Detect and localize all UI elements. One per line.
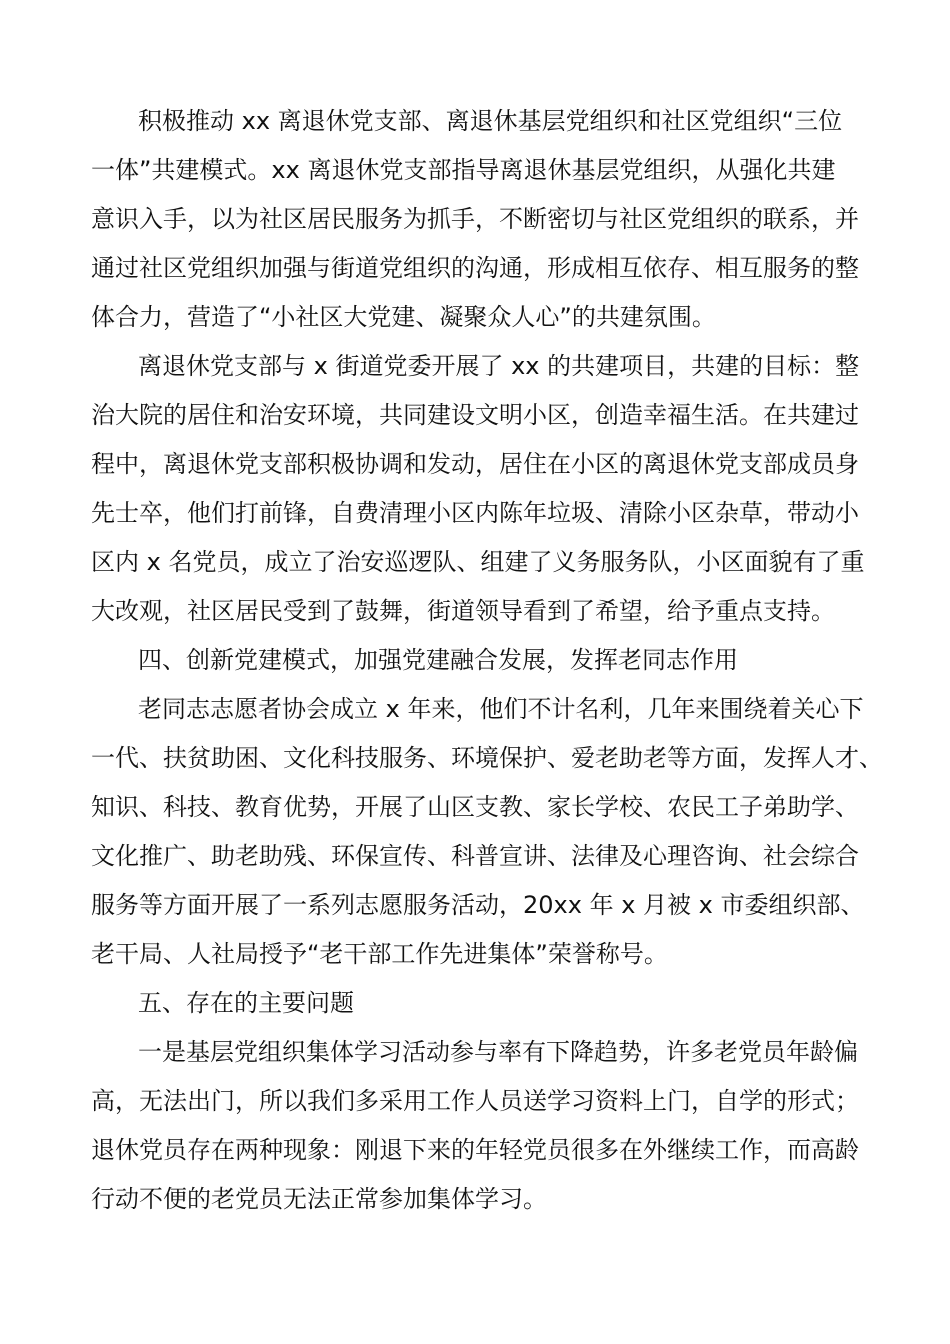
paragraph-line: 治大院的居住和治安环境，共同建设文明小区，创造幸福生活。在共建过 [91,401,859,429]
paragraph-line: 先士卒，他们打前锋，自费清理小区内陈年垃圾、清除小区杂草，带动小 [91,499,859,527]
paragraph-line: 一代、扶贫助困、文化科技服务、环境保护、爱老助老等方面，发挥人才、 [91,744,883,772]
paragraph-line: 离退休党支部与 x 街道党委开展了 xx 的共建项目，共建的目标：整 [138,352,860,380]
paragraph-line: 退休党员存在两种现象：刚退下来的年轻党员很多在外继续工作，而高龄 [91,1136,859,1164]
paragraph-line: 知识、科技、教育优势，开展了山区支教、家长学校、农民工子弟助学、 [91,793,859,821]
paragraph-line: 程中，离退休党支部积极协调和发动，居住在小区的离退休党支部成员身 [91,450,859,478]
paragraph-line: 行动不便的老党员无法正常参加集体学习。 [91,1185,547,1213]
paragraph-line: 大改观，社区居民受到了鼓舞，街道领导看到了希望，给予重点支持。 [91,597,835,625]
paragraph-line: 积极推动 xx 离退休党支部、离退休基层党组织和社区党组织“三位 [138,107,843,135]
paragraph-line: 服务等方面开展了一系列志愿服务活动，20xx 年 x 月被 x 市委组织部、 [91,891,865,919]
paragraph-line: 区内 x 名党员，成立了治安巡逻队、组建了义务服务队，小区面貌有了重 [91,548,865,576]
paragraph-line: 一体”共建模式。xx 离退休党支部指导离退休基层党组织，从强化共建 [91,156,836,184]
paragraph-line: 高，无法出门，所以我们多采用工作人员送学习资料上门，自学的形式； [91,1087,859,1115]
paragraph-line: 一是基层党组织集体学习活动参与率有下降趋势，许多老党员年龄偏 [138,1038,858,1066]
paragraph-line: 体合力，营造了“小社区大党建、凝聚众人心”的共建氛围。 [91,303,716,331]
document-body [91,97,883,1224]
section-heading: 四、创新党建模式，加强党建融合发展，发挥老同志作用 [138,646,738,674]
paragraph-line: 通过社区党组织加强与街道党组织的沟通，形成相互依存、相互服务的整 [91,254,859,282]
paragraph-line: 老同志志愿者协会成立 x 年来，他们不计名利，几年来围绕着关心下 [138,695,864,723]
paragraph-line: 老干局、人社局授予“老干部工作先进集体”荣誉称号。 [91,940,668,968]
section-heading: 五、存在的主要问题 [138,989,354,1017]
paragraph-line: 文化推广、助老助残、环保宣传、科普宣讲、法律及心理咨询、社会综合 [91,842,859,870]
paragraph-line: 意识入手，以为社区居民服务为抓手，不断密切与社区党组织的联系，并 [91,205,859,233]
